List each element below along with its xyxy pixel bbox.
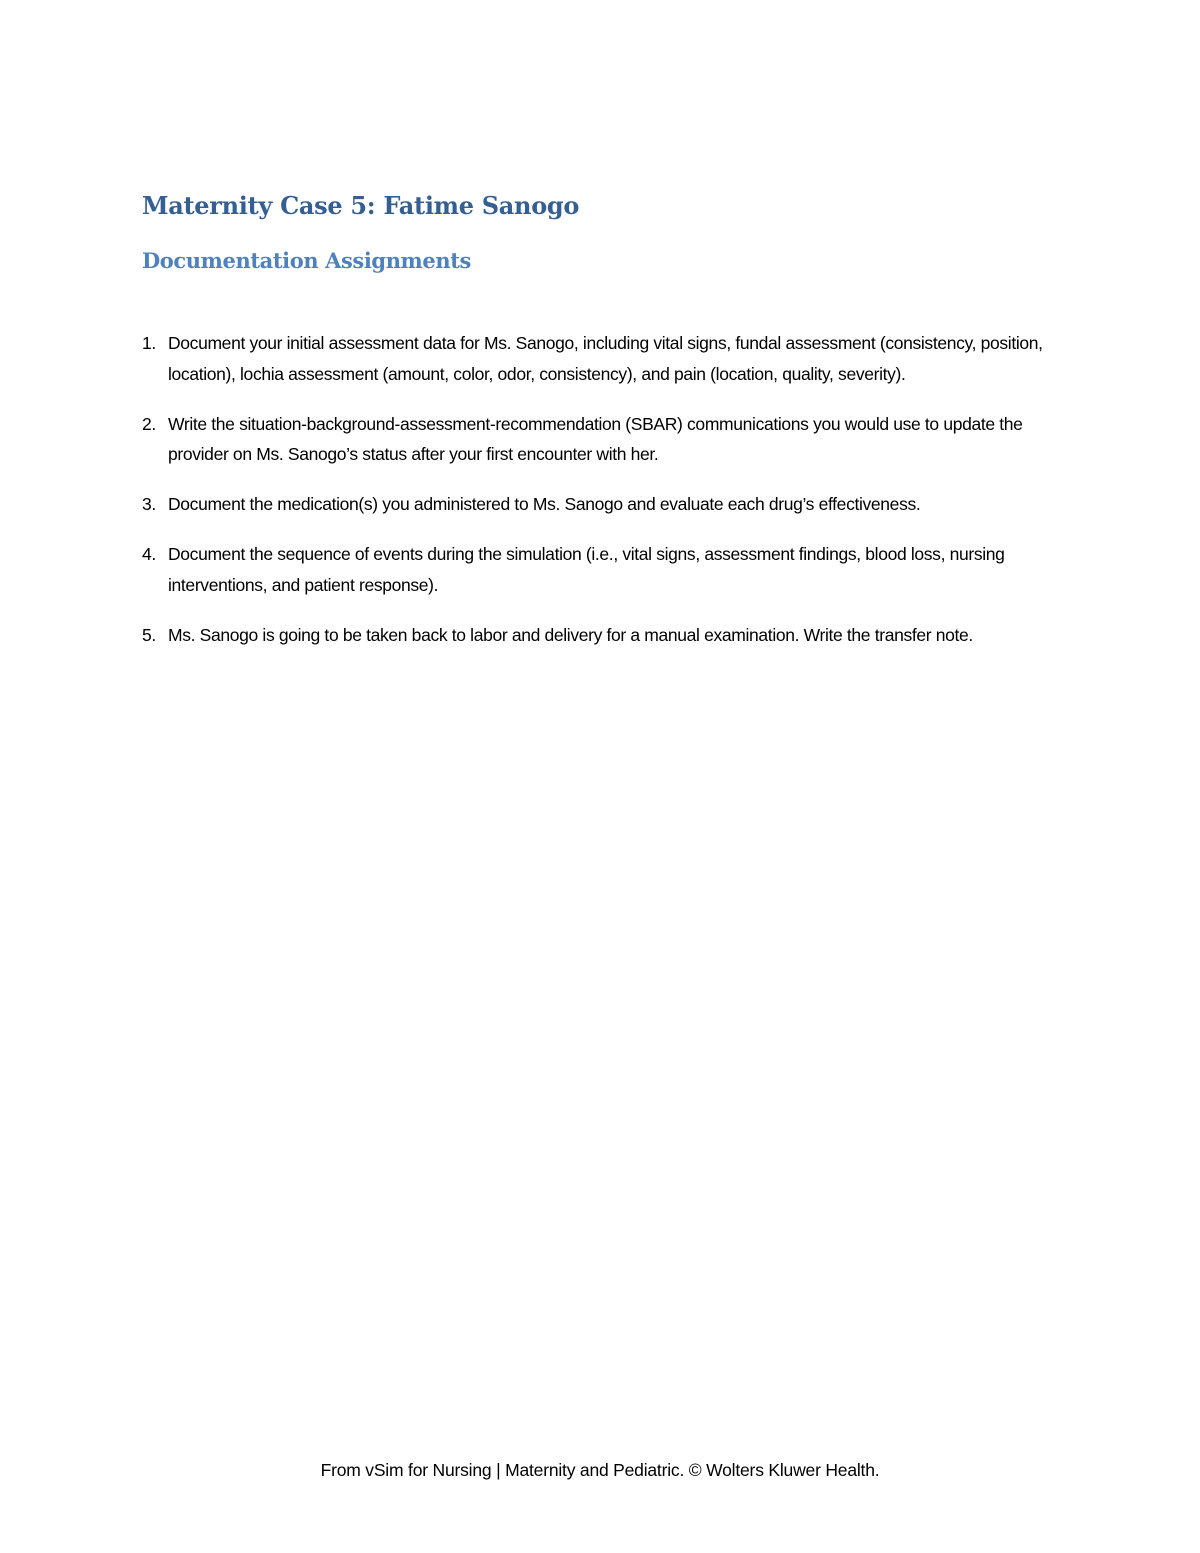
assignment-item-1 — [142, 328, 1062, 389]
assignment-text: Write the situation-background-assessment-recommendation (SBAR) communications you would use to update the provider on Ms. Sanogo’s status after your first encounter with her. — [168, 413, 1023, 464]
assignment-list — [142, 328, 1062, 670]
assignment-item-2 — [142, 409, 1062, 470]
assignment-item-5 — [142, 620, 1062, 651]
page-footer: From vSim for Nursing | Maternity and Pediatric. © Wolters Kluwer Health. — [320, 1460, 880, 1480]
assignment-text: Document the sequence of events during the simulation (i.e., vital signs, assessment findings, blood loss, nursing interventions, and patient response). — [168, 544, 1005, 595]
assignment-text: Ms. Sanogo is going to be taken back to labor and delivery for a manual examination. Write the transfer note. — [168, 624, 973, 645]
assignment-text: Document your initial assessment data for Ms. Sanogo, including vital signs, fundal assessment (consistency, position, location), lochia assessment (amount, color, odor, consistency), and pain (location, quality, severity). — [168, 333, 1043, 384]
assignment-number: 5. — [142, 624, 156, 645]
section-heading: Documentation Assignments — [142, 248, 471, 273]
assignment-number: 2. — [142, 413, 156, 434]
assignment-text: Document the medication(s) you administered to Ms. Sanogo and evaluate each drug’s effectiveness. — [168, 494, 921, 514]
assignment-item-4 — [142, 539, 1062, 600]
assignment-item-3 — [142, 489, 1062, 520]
assignment-number: 4. — [142, 544, 156, 564]
page-title: Maternity Case 5: Fatime Sanogo — [142, 191, 580, 220]
assignment-number: 1. — [142, 333, 156, 353]
assignment-number: 3. — [142, 494, 156, 514]
